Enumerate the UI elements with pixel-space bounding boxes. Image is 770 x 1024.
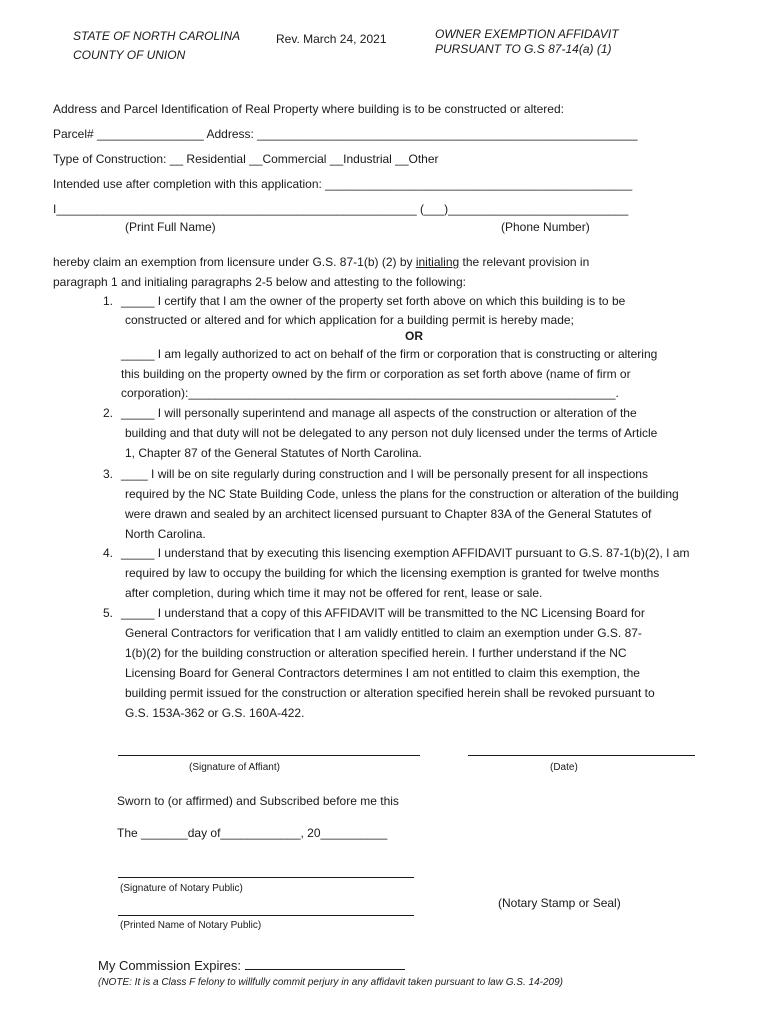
item-1-number: 1. [103,294,114,308]
commission-expires [98,957,405,974]
date-caption: (Date) [550,762,578,773]
property-intro: Address and Parcel Identification of Real Property where building is to be constructed or altered: [53,102,564,116]
claim-lead-tail: the relevant provision in [459,255,590,269]
item-3-line-2: required by the NC State Building Code, unless the plans for the construction or alteration of the building [125,487,679,501]
item-5-line-6: G.S. 153A-362 or G.S. 160A-422. [125,706,305,720]
commission-expires-line[interactable] [245,957,405,970]
claim-lead-2: paragraph 1 and initialing paragraphs 2-5 below and attesting to the following: [53,275,466,289]
item-1-line-2: constructed or altered and for which application for a building permit is hereby made; [125,313,574,327]
sworn-statement: Sworn to (or affirmed) and Subscribed before me this [117,794,399,808]
print-name-caption: (Print Full Name) [125,220,216,234]
item-1b-line-1[interactable]: _____ I am legally authorized to act on behalf of the firm or corporation that is constructing or altering [121,347,658,361]
form-statute: PURSUANT TO G.S 87-14(a) (1) [435,42,612,56]
notary-stamp-label: (Notary Stamp or Seal) [498,896,621,910]
item-3-line-1[interactable]: ____ I will be on site regularly during construction and I will be personally present for all inspections [121,467,648,481]
item-5-number: 5. [103,606,114,620]
item-3-line-3: were drawn and sealed by an architect licensed pursuant to Chapter 83A of the General Statutes of [125,507,652,521]
notary-signature-line[interactable] [118,877,414,878]
intended-use-field[interactable]: Intended use after completion with this application: ______________________________________________ [53,177,633,191]
item-3-number: 3. [103,467,114,481]
construction-type-field[interactable]: Type of Construction: __ Residential __Commercial __Industrial __Other [53,152,439,166]
item-4-line-3: after completion, during which time it may not be offered for rent, lease or sale. [125,586,543,600]
item-2-line-1[interactable]: _____ I will personally superintend and manage all aspects of the construction or alteration of the [121,406,637,420]
item-2-line-3: 1, Chapter 87 of the General Statutes of North Carolina. [125,446,422,460]
or-separator: OR [405,329,423,343]
item-2-line-2: building and that duty will not be delegated to any person not duly licensed under the terms of Article [125,426,658,440]
date-signature-line[interactable] [468,755,695,756]
state-heading: STATE OF NORTH CAROLINA [73,29,241,43]
item-5-line-3: 1(b)(2) for the building construction or alteration specified herein. I further understand if the NC [125,646,627,660]
affiant-caption: (Signature of Affiant) [189,762,280,773]
item-4-line-1[interactable]: _____ I understand that by executing this lisencing exemption AFFIDAVIT pursuant to G.S. 87-1(b)(2), I am [121,546,690,560]
phone-caption: (Phone Number) [501,220,590,234]
revision-date: Rev. March 24, 2021 [276,32,387,46]
notary-signature-caption: (Signature of Notary Public) [120,883,243,894]
claim-lead-underlined: initialing [415,255,460,269]
item-1b-line-3[interactable]: corporation):________________________________________________________________. [121,386,619,400]
notary-name-line[interactable] [118,915,414,916]
commission-label: My Commission Expires: [98,958,242,973]
perjury-note: (NOTE: It is a Class F felony to willfully commit perjury in any affidavit taken pursuant to law G.S. 14-209) [98,977,563,988]
county-heading: COUNTY OF UNION [73,48,186,62]
item-3-line-4: North Carolina. [125,527,206,541]
claim-lead [53,256,589,270]
item-5-line-4: Licensing Board for General Contractors determines I am not entitled to claim this exemption, the [125,666,640,680]
item-5-line-2: General Contractors for verification that I am validly entitled to claim an exemption under G.S. 87- [125,626,642,640]
item-5-line-5: building permit issued for the construction or alteration specified herein shall be revoked pursuant to [125,686,655,700]
item-4-line-2: required by law to occupy the building for which the licensing exemption is granted for twelve months [125,566,660,580]
parcel-address-field[interactable]: Parcel# ________________ Address: _________________________________________________________ [53,127,638,141]
item-2-number: 2. [103,406,114,420]
item-1-line-1[interactable]: _____ I certify that I am the owner of the property set forth above on which this building is to be [121,294,626,308]
claim-lead-text: hereby claim an exemption from licensure under G.S. 87-1(b) (2) by [53,255,416,269]
notary-name-caption: (Printed Name of Notary Public) [120,920,262,931]
item-4-number: 4. [103,546,114,560]
item-5-line-1[interactable]: _____ I understand that a copy of this AFFIDAVIT will be transmitted to the NC Licensing Board for [121,606,645,620]
sworn-date-field[interactable]: The _______day of____________, 20__________ [117,826,388,840]
form-title: OWNER EXEMPTION AFFIDAVIT [435,27,619,41]
affiant-signature-line[interactable] [118,755,420,756]
name-phone-field[interactable]: I______________________________________________________ (___)___________________________ [53,202,629,216]
item-1b-line-2: this building on the property owned by the firm or corporation as set forth above (name of firm or [121,367,631,381]
